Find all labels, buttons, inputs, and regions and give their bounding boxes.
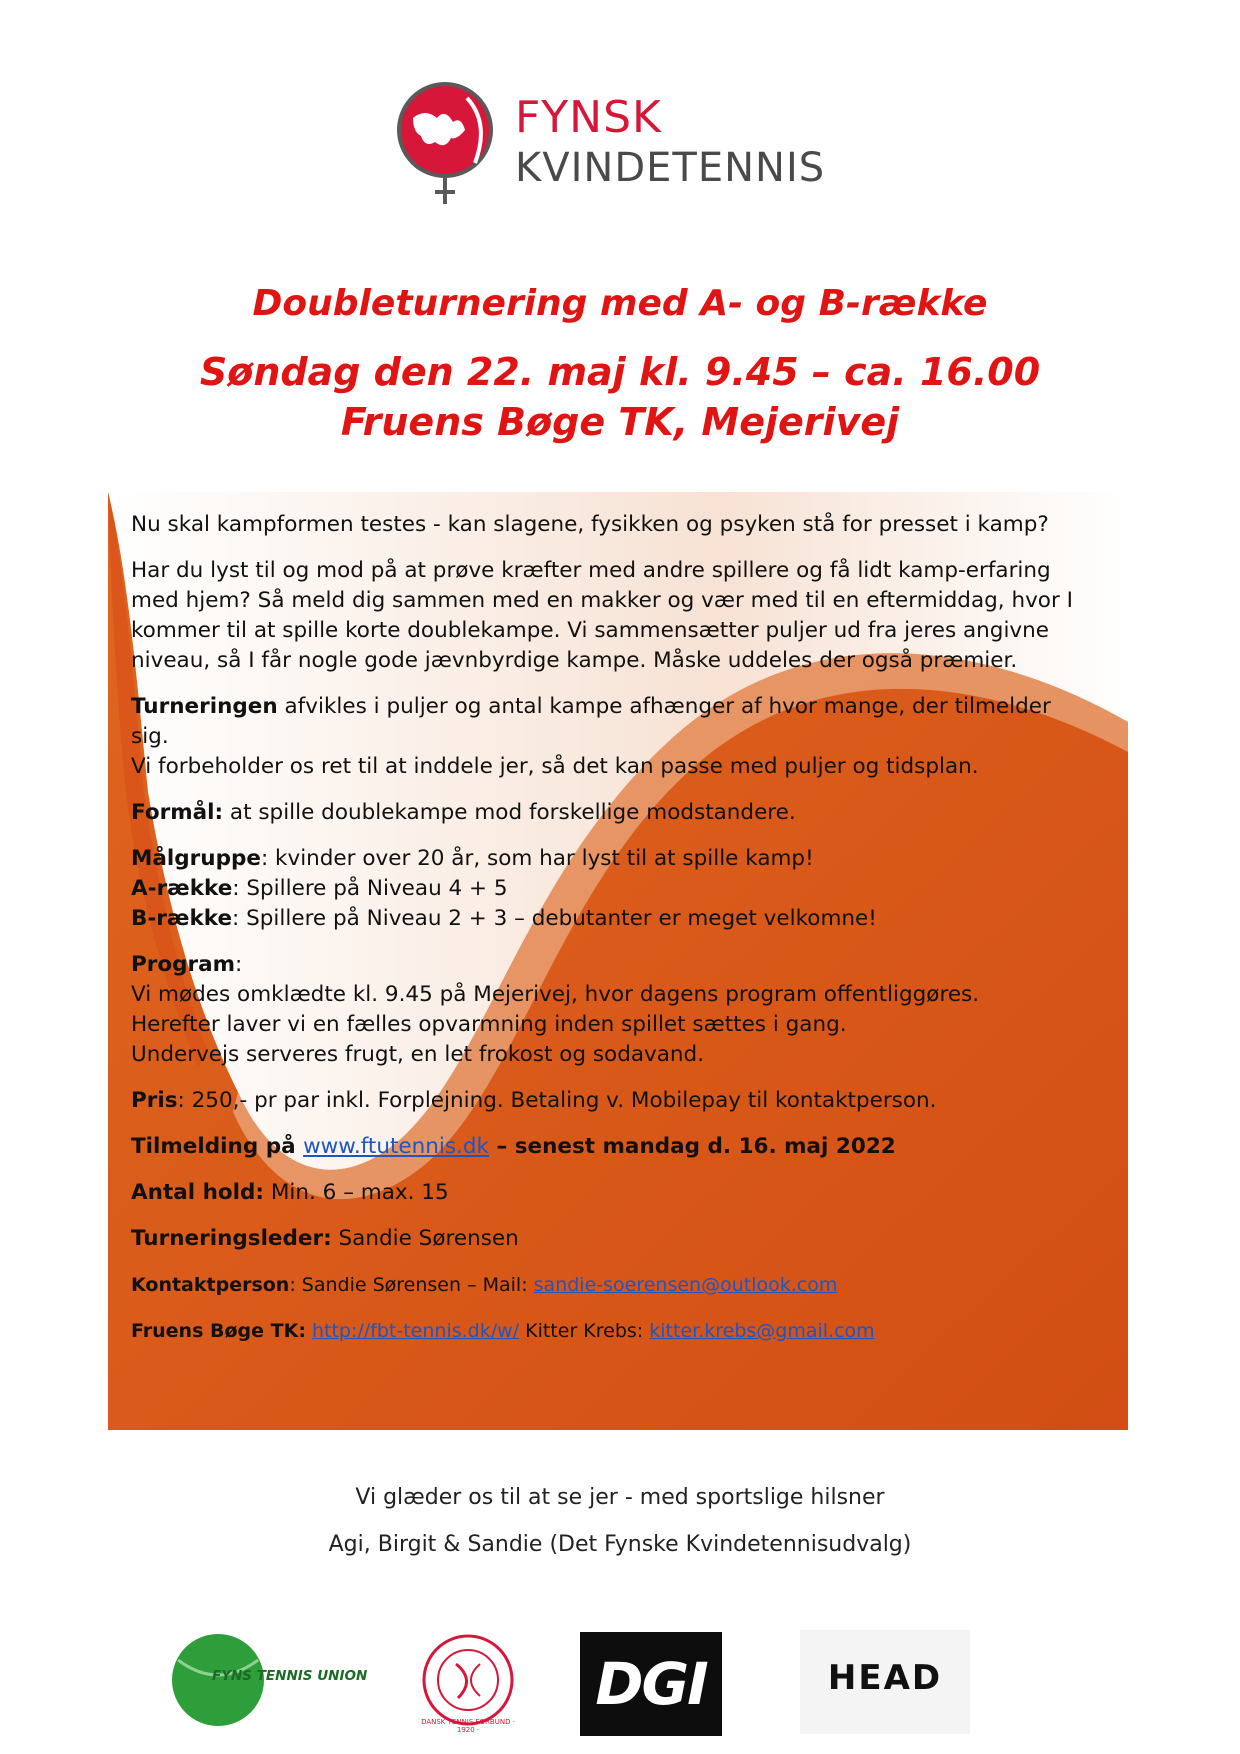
fbt-website-link[interactable]: http://fbt-tennis.dk/w/ — [311, 1320, 520, 1342]
maalgruppe-paragraph — [131, 844, 1091, 934]
headline-venue: Fruens Bøge TK, Mejerivej — [340, 400, 900, 444]
fbt-mail-link[interactable]: kitter.krebs@gmail.com — [649, 1320, 875, 1342]
turnering-text: afvikles i puljer og antal kampe afhænger af hvor mange, der tilmelder sig. — [131, 694, 1051, 749]
tilmelding-link[interactable]: www.ftutennis.dk — [303, 1134, 489, 1159]
leder-paragraph — [131, 1224, 1091, 1254]
venus-tennis-ball-icon — [395, 78, 510, 213]
kontakt-label: Kontaktperson — [131, 1274, 290, 1296]
fyns-logo-text: FYNS TENNIS UNION — [212, 1668, 368, 1684]
turnering-text2: Vi forbeholder os ret til at inddele jer, så det kan passe med puljer og tidsplan. — [131, 754, 979, 779]
kontakt-mail-link[interactable]: sandie-soerensen@outlook.com — [533, 1274, 838, 1296]
formaal-label: Formål: — [131, 800, 224, 825]
program-line1: Vi mødes omklædte kl. 9.45 på Mejerivej, hvor dagens program offentliggøres. — [131, 982, 980, 1007]
brakke-text: : Spillere på Niveau 2 + 3 – debutanter er meget velkomne! — [232, 906, 877, 931]
head-logo — [800, 1630, 970, 1734]
program-colon: : — [235, 952, 243, 977]
dgi-logo-text: DGI — [595, 1650, 707, 1718]
logo-line1: FYNSK — [515, 92, 662, 143]
invite-paragraph — [131, 556, 1091, 676]
event-description — [131, 510, 1091, 1362]
dtf-logo-text: DANSK TENNIS FORBUND · 1920 · — [421, 1718, 515, 1734]
maalgruppe-label: Målgruppe — [131, 846, 261, 871]
antal-text: Min. 6 – max. 15 — [264, 1180, 449, 1205]
fbt-label: Fruens Bøge TK: — [131, 1320, 306, 1342]
closing-signature: Agi, Birgit & Sandie (Det Fynske Kvindetennisudvalg) — [328, 1532, 912, 1557]
maalgruppe-text: : kvinder over 20 år, som har lyst til at spille kamp! — [260, 846, 814, 871]
program-paragraph — [131, 950, 1091, 1070]
tilmelding-label: Tilmelding på — [131, 1134, 304, 1159]
intro-text: Nu skal kampformen testes - kan slagene, fysikken og psyken stå for presset i kamp? — [131, 512, 1049, 537]
dansk-tennis-forbund-logo — [418, 1630, 518, 1734]
pris-label: Pris — [131, 1088, 178, 1113]
turnering-label: Turneringen — [131, 694, 278, 719]
fynsk-kvindetennis-logo — [395, 78, 865, 218]
pris-text: : 250,- pr par inkl. Forplejning. Betaling v. Mobilepay til kontaktperson. — [177, 1088, 937, 1113]
arakke-text: : Spillere på Niveau 4 + 5 — [232, 876, 508, 901]
tilmelding-deadline: – senest mandag d. 16. maj 2022 — [488, 1134, 896, 1159]
antal-label: Antal hold: — [131, 1180, 265, 1205]
kontakt-paragraph — [131, 1270, 1091, 1300]
fyns-tennis-union-logo — [170, 1630, 370, 1730]
sponsor-logos — [0, 1620, 1240, 1740]
pris-paragraph — [131, 1086, 1091, 1116]
tilmelding-paragraph — [131, 1132, 1091, 1162]
closing-greeting: Vi glæder os til at se jer - med sportslige hilsner — [355, 1485, 885, 1510]
invite-text: Har du lyst til og mod på at prøve kræfter med andre spillere og få lidt kamp-erfaring med hjem? Så meld dig sammen med en makker og vær med til en eftermiddag, hvor I kommer til at spille korte doublekampe. Vi sammensætter puljer ud fra jeres angivne niveau, så I får nogle gode jævnbyrdige kampe. Måske uddeles der også præmier. — [131, 558, 1073, 673]
headline-date: Søndag den 22. maj kl. 9.45 – ca. 16.00 — [199, 350, 1041, 394]
fbt-text: Kitter Krebs: — [519, 1320, 650, 1342]
program-label: Program — [131, 952, 236, 977]
logo-line2: KVINDETENNIS — [515, 145, 826, 191]
intro-paragraph — [131, 510, 1091, 540]
formaal-paragraph — [131, 798, 1091, 828]
arakke-label: A-række — [131, 876, 233, 901]
program-line2: Herefter laver vi en fælles opvarmning inden spillet sættes i gang. — [131, 1012, 847, 1037]
program-line3: Undervejs serveres frugt, en let frokost og sodavand. — [131, 1042, 705, 1067]
leder-label: Turneringsleder: — [131, 1226, 332, 1251]
brakke-label: B-række — [131, 906, 233, 931]
leder-text: Sandie Sørensen — [331, 1226, 519, 1251]
formaal-text: at spille doublekampe mod forskellige modstandere. — [223, 800, 796, 825]
dgi-logo — [580, 1632, 722, 1736]
fbt-paragraph — [131, 1316, 1091, 1346]
head-logo-text: HEAD — [827, 1658, 943, 1698]
headline-title: Doubleturnering med A- og B-række — [252, 283, 988, 324]
kontakt-text: : Sandie Sørensen – Mail: — [289, 1274, 534, 1296]
antal-paragraph — [131, 1178, 1091, 1208]
turnering-paragraph — [131, 692, 1091, 782]
